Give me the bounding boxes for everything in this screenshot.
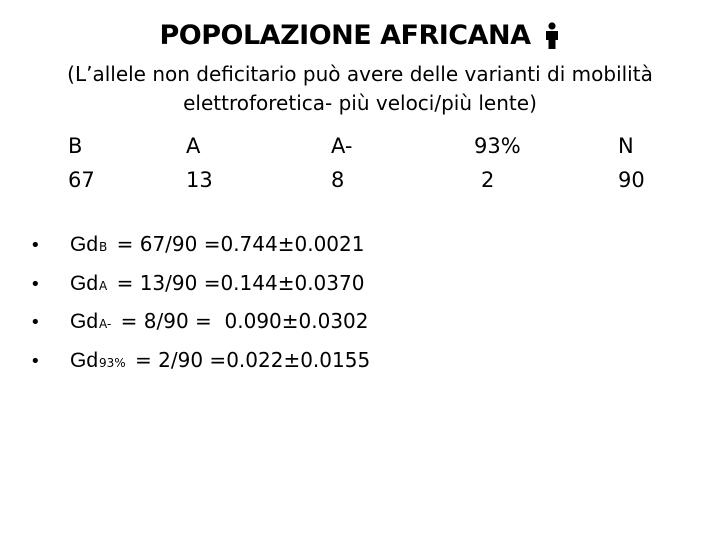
allele-superscript: B xyxy=(99,240,108,254)
list-item xyxy=(30,271,370,310)
table-value: 67 xyxy=(68,168,95,192)
title-row xyxy=(0,20,720,51)
subtitle xyxy=(60,60,660,118)
gene-symbol: Gd xyxy=(70,233,99,256)
frequency-expression: = 67/90 =0.744±0.0021 xyxy=(110,232,365,256)
list-item xyxy=(30,348,370,387)
bullet-symbol: • xyxy=(30,312,41,333)
subtitle-line-2: elettroforetica- più veloci/più lente) xyxy=(183,91,537,115)
bullet-symbol: • xyxy=(30,235,41,256)
table-value: 2 xyxy=(481,168,495,192)
table-header: B xyxy=(68,134,83,158)
frequency-expression: = 2/90 =0.022±0.0155 xyxy=(128,347,371,372)
list-item xyxy=(30,309,370,348)
bullet-symbol: • xyxy=(30,273,41,295)
table-value: 90 xyxy=(618,168,645,192)
table-header: N xyxy=(618,134,634,158)
allele-superscript: A xyxy=(99,278,108,293)
person-icon xyxy=(544,22,560,50)
frequency-expression: = 13/90 =0.144±0.0370 xyxy=(110,270,365,295)
gene-symbol: Gd xyxy=(70,348,99,372)
gene-symbol: Gd xyxy=(70,310,99,333)
bullet-symbol: • xyxy=(30,350,41,372)
frequency-expression: = 8/90 = 0.090±0.0302 xyxy=(114,309,369,333)
gene-symbol: Gd xyxy=(70,271,99,295)
frequency-list xyxy=(30,232,370,386)
allele-superscript: 93% xyxy=(99,355,126,370)
allele-superscript: A- xyxy=(99,317,112,331)
table-header: A- xyxy=(331,134,353,158)
table-header: A xyxy=(186,134,201,158)
subtitle-line-1: (L’allele non deficitario può avere delle varianti di mobilità xyxy=(67,62,653,86)
table-value: 8 xyxy=(331,168,345,192)
table-value: 13 xyxy=(186,168,213,192)
genotype-table xyxy=(0,130,720,200)
page-title: POPOLAZIONE AFRICANA xyxy=(159,20,531,51)
table-header: 93% xyxy=(474,134,521,158)
list-item xyxy=(30,232,370,271)
